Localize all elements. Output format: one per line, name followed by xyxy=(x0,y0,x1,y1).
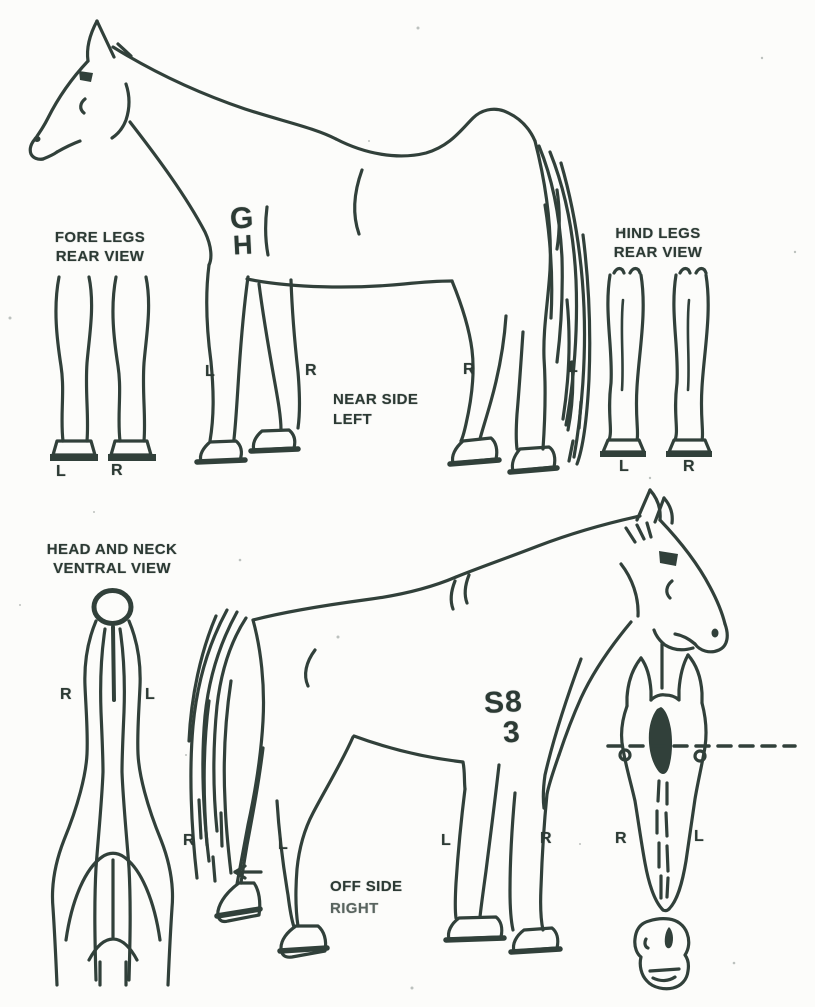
hoof-base xyxy=(50,454,98,461)
fore-leg xyxy=(541,794,547,930)
horse-ear xyxy=(87,21,97,61)
hoof-base xyxy=(450,460,499,464)
horse-back xyxy=(336,109,535,156)
hind-legs-view-label-left: L xyxy=(619,458,629,475)
mane-tick xyxy=(451,581,455,609)
leg-line xyxy=(143,277,148,441)
fore-leg xyxy=(234,277,248,439)
horse-belly xyxy=(354,736,465,789)
fore-legs-view-label-left: L xyxy=(56,463,66,480)
hind-legs-view-label-right: R xyxy=(683,458,695,475)
hind-leg xyxy=(241,748,263,883)
off-side-fore-left-label: L xyxy=(441,832,451,849)
near-side-caption-line2: LEFT xyxy=(333,411,373,428)
ventral-outline xyxy=(52,621,96,985)
hind-legs-view-title-line1: HIND LEGS xyxy=(615,225,701,242)
lip-line xyxy=(653,977,675,981)
face-stripe-dashes xyxy=(657,781,668,898)
horse-mouth xyxy=(43,152,57,159)
near-side-fore-right-label: R xyxy=(305,362,317,379)
hoof xyxy=(669,440,710,452)
leg-line xyxy=(674,275,677,440)
leg-curl xyxy=(630,269,640,274)
horse-neck-crest xyxy=(113,47,336,139)
leg-line xyxy=(608,275,611,440)
head-front-label-left: L xyxy=(694,828,704,845)
horse-flank-mark xyxy=(355,170,362,234)
leg-line xyxy=(701,275,708,440)
horse-ear xyxy=(679,655,688,699)
ventral-view-label-right: R xyxy=(60,686,72,703)
off-side-brand-line1: S8 xyxy=(483,685,524,720)
ventral-view-label-left: L xyxy=(145,686,155,703)
horse-ear xyxy=(664,498,672,523)
ventral-inner-line xyxy=(95,629,105,980)
off-side-hind-left-label: L xyxy=(278,836,288,853)
head-front-view-drawing xyxy=(608,644,795,911)
fore-leg xyxy=(510,793,515,930)
hoof xyxy=(53,441,95,455)
horse-tail xyxy=(189,610,246,881)
horse-cheek-mark xyxy=(667,581,672,598)
forelock-tick xyxy=(637,525,644,539)
nostril-mark xyxy=(645,939,648,948)
leg-line xyxy=(636,275,643,440)
hoof-base xyxy=(600,451,646,457)
off-side-brand-line2: 3 xyxy=(502,715,522,750)
fore-leg xyxy=(259,284,281,430)
hoof-base xyxy=(251,449,298,451)
head-neck-view-title-line2: VENTRAL VIEW xyxy=(53,560,171,577)
horse-eye xyxy=(79,71,93,82)
hind-leg xyxy=(516,332,523,449)
horse-belly xyxy=(247,279,452,287)
horse-face xyxy=(660,520,725,624)
hoof-base xyxy=(446,938,504,940)
head-front-label-right: R xyxy=(615,830,627,847)
hind-leg xyxy=(277,801,294,927)
mane-tick xyxy=(465,575,469,603)
leg-inner xyxy=(688,300,689,390)
forelock-tick xyxy=(647,523,651,537)
fore-legs-view-label-right: R xyxy=(111,462,123,479)
near-side-brand-line2: H xyxy=(232,229,255,261)
brow-line xyxy=(651,695,679,700)
leg-curl xyxy=(680,269,690,274)
ventral-throat-groove xyxy=(113,627,114,700)
horse-buttock xyxy=(535,141,550,449)
head-neck-ventral-drawing xyxy=(52,591,172,986)
hind-legs-rear-view-drawing xyxy=(600,269,712,458)
fore-leg xyxy=(207,265,213,441)
horse-cheek-mark xyxy=(81,99,85,113)
hoof-base xyxy=(197,460,245,462)
near-side-fore-left-label: L xyxy=(205,363,215,380)
horse-eye xyxy=(695,751,705,761)
arrow-icon xyxy=(235,866,261,878)
hoof-base xyxy=(510,468,557,472)
fore-leg xyxy=(480,765,499,917)
hoof xyxy=(111,441,151,455)
horse-eye xyxy=(659,551,678,566)
hind-leg xyxy=(480,316,506,439)
horse-ear xyxy=(688,655,702,703)
off-side-hind-right-label: R xyxy=(183,832,195,849)
near-side-hind-right-label: R xyxy=(463,361,475,378)
brand-stroke xyxy=(266,207,268,255)
mouth-line xyxy=(650,969,679,971)
head-neck-view-title-line1: HEAD AND NECK xyxy=(46,541,178,558)
hind-legs-view-title-line2: REAR VIEW xyxy=(613,244,703,261)
horse-ear xyxy=(627,658,641,706)
leg-line xyxy=(113,277,120,441)
forehead-star-mark xyxy=(649,707,672,774)
off-side-fore-right-label: R xyxy=(540,830,552,847)
hoof-base xyxy=(108,454,156,461)
off-side-caption-line1: OFF SIDE xyxy=(330,878,403,895)
horse-cheek xyxy=(112,84,129,138)
hoof-base xyxy=(280,948,327,951)
leg-curl xyxy=(614,269,624,274)
ventral-muzzle xyxy=(94,591,131,624)
horse-flank-mark xyxy=(306,650,315,686)
hoof xyxy=(603,440,644,452)
near-side-caption-line1: NEAR SIDE xyxy=(333,391,419,408)
horse-neck-crest xyxy=(456,516,640,577)
horse-ear xyxy=(641,658,651,700)
fore-legs-rear-view-drawing xyxy=(50,277,156,461)
leg-line xyxy=(86,277,91,441)
horse-nostril xyxy=(712,629,719,638)
horse-mouth xyxy=(675,634,695,644)
chin-line xyxy=(663,909,669,911)
hoof-base xyxy=(666,451,712,457)
near-side-horse-drawing xyxy=(30,21,590,472)
ventral-outline xyxy=(129,621,173,985)
fore-legs-view-title-line1: FORE LEGS xyxy=(54,229,146,246)
near-side-brand-line1: G xyxy=(229,201,256,236)
fore-legs-view-title-line2: REAR VIEW xyxy=(55,248,145,265)
head-outline xyxy=(669,703,706,909)
horse-buttock xyxy=(237,620,264,884)
muzzle-view-drawing xyxy=(635,919,689,989)
leg-inner xyxy=(622,300,623,390)
nostril-mark xyxy=(665,927,673,948)
ventral-inner-line xyxy=(120,629,130,980)
off-side-caption-line2: RIGHT xyxy=(330,900,379,917)
near-side-hind-left-label: L xyxy=(568,359,578,376)
horse-nostril xyxy=(34,136,41,142)
forelock-tick xyxy=(626,528,635,542)
horse-cheek xyxy=(621,564,638,616)
leg-line xyxy=(56,277,63,441)
horse-muzzle xyxy=(695,624,727,652)
fore-leg xyxy=(455,789,465,918)
off-side-horse-drawing xyxy=(189,490,727,957)
leg-curl xyxy=(696,269,706,274)
hind-leg xyxy=(296,737,353,926)
horse-jaw xyxy=(57,141,80,152)
muzzle-outline xyxy=(635,919,689,989)
horse-back xyxy=(253,577,456,620)
fore-leg xyxy=(291,280,300,428)
horse-ear xyxy=(97,21,114,57)
hoof-base xyxy=(511,949,560,952)
